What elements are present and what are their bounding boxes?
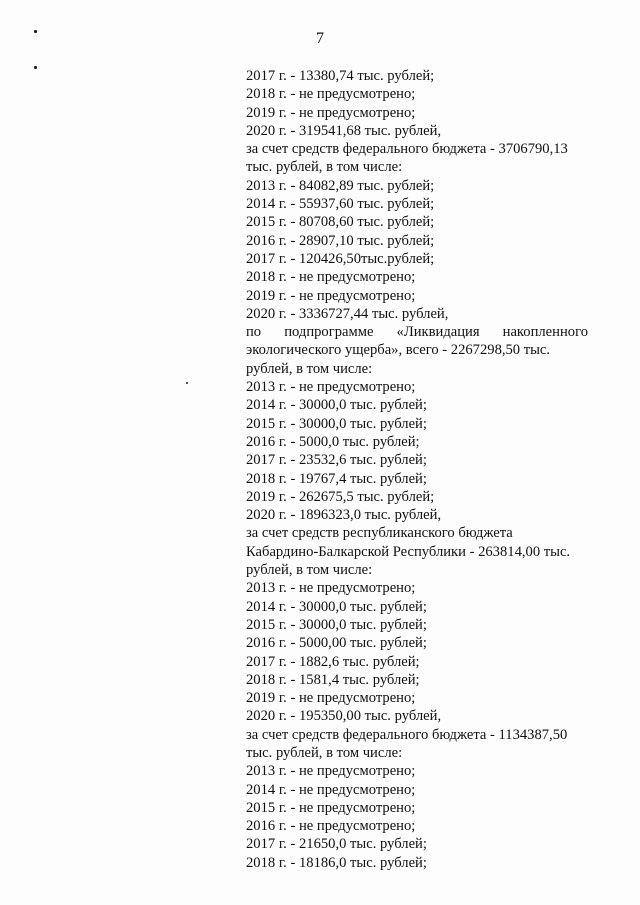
text-line: 2014 г. - 30000,0 тыс. рублей; <box>246 397 427 414</box>
text-line: 2015 г. - 30000,0 тыс. рублей; <box>246 616 427 633</box>
text-line: по подпрограмме «Ликвидация накопленного <box>246 324 588 341</box>
text-line: 2015 г. - 30000,0 тыс. рублей; <box>246 415 427 432</box>
text-line: 2016 г. - 5000,00 тыс. рублей; <box>246 635 427 652</box>
text-line: 2017 г. - 1882,6 тыс. рублей; <box>246 653 420 670</box>
text-line: 2019 г. - 262675,5 тыс. рублей; <box>246 488 435 505</box>
text-line: 2014 г. - 30000,0 тыс. рублей; <box>246 598 427 615</box>
text-line: 2019 г. - не предусмотрено; <box>246 287 416 304</box>
text-line: 2013 г. - не предусмотрено; <box>246 580 416 597</box>
text-line: 2013 г. - не предусмотрено; <box>246 763 416 780</box>
text-line: 2017 г. - 13380,74 тыс. рублей; <box>246 68 435 84</box>
text-line: 2018 г. - 18186,0 тыс. рублей; <box>246 854 427 871</box>
text-line: 2016 г. - не предусмотрено; <box>246 818 416 835</box>
text-line: 2018 г. - не предусмотрено; <box>246 269 416 286</box>
text-line: 2015 г. - 80708,60 тыс. рублей; <box>246 214 435 231</box>
document-body <box>246 67 588 872</box>
text-line: 2017 г. - 120426,50тыс.рублей; <box>246 250 435 267</box>
text-line: 2013 г. - не предусмотрено; <box>246 379 416 396</box>
text-line: 2018 г. - 1581,4 тыс. рублей; <box>246 671 420 688</box>
text-line: тыс. рублей, в том числе: <box>246 159 403 176</box>
text-line: за счет средств федерального бюджета - 3706790,13 <box>246 141 568 158</box>
text-line: 2017 г. - 23532,6 тыс. рублей; <box>246 452 427 469</box>
text-line: 2019 г. - не предусмотрено; <box>246 690 416 707</box>
text-line: 2016 г. - 28907,10 тыс. рублей; <box>246 232 435 249</box>
text-line: 2020 г. - 195350,00 тыс. рублей, <box>246 708 442 725</box>
text-line: рублей, в том числе: <box>246 360 373 377</box>
text-line: 2018 г. - не предусмотрено; <box>246 86 416 103</box>
text-line: 2018 г. - 19767,4 тыс. рублей; <box>246 470 427 487</box>
text-line: экологического ущерба», всего - 2267298,50 тыс. <box>246 342 551 359</box>
text-line: тыс. рублей, в том числе: <box>246 744 403 761</box>
text-line: за счет средств федерального бюджета - 1134387,50 <box>246 726 568 743</box>
text-line: 2017 г. - 21650,0 тыс. рублей; <box>246 836 427 853</box>
text-line: за счет средств республиканского бюджета <box>246 525 513 542</box>
scan-speck <box>34 66 37 69</box>
text-line: 2014 г. - не предусмотрено; <box>246 781 416 798</box>
text-line: 2020 г. - 3336727,44 тыс. рублей, <box>246 305 449 322</box>
text-line: 2016 г. - 5000,0 тыс. рублей; <box>246 433 420 450</box>
scan-speck <box>186 382 188 384</box>
text-line: 2013 г. - 84082,89 тыс. рублей; <box>246 177 435 194</box>
text-line: Кабардино-Балкарской Республики - 263814,00 тыс. <box>246 543 571 560</box>
text-line: 2014 г. - 55937,60 тыс. рублей; <box>246 196 435 213</box>
text-line: 2020 г. - 319541,68 тыс. рублей, <box>246 122 442 139</box>
text-line: 2019 г. - не предусмотрено; <box>246 104 416 121</box>
text-line: рублей, в том числе: <box>246 562 373 579</box>
text-line: 2020 г. - 1896323,0 тыс. рублей, <box>246 507 442 524</box>
page-number: 7 <box>316 30 324 47</box>
text-line: 2015 г. - не предусмотрено; <box>246 799 416 816</box>
